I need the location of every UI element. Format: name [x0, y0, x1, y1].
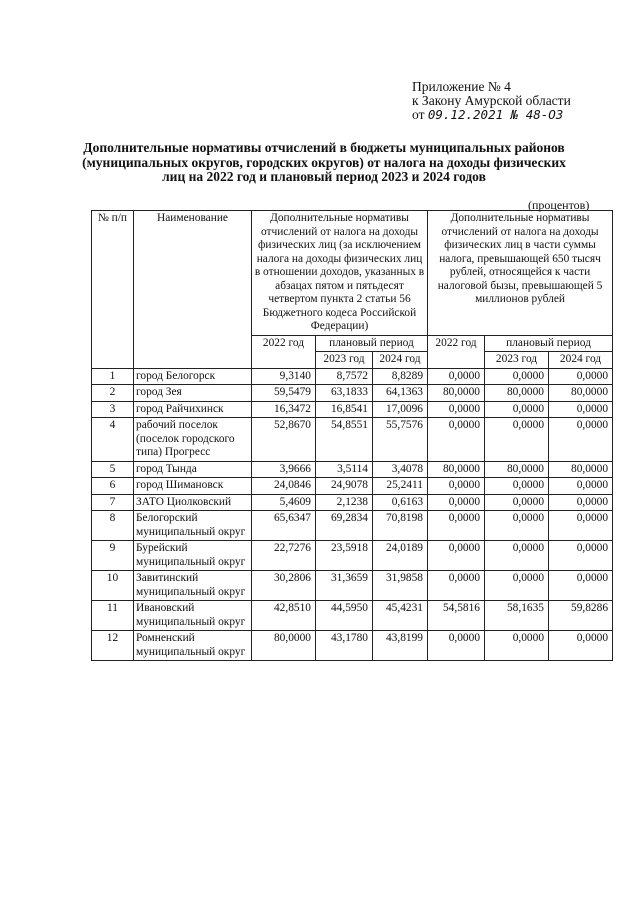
appendix-block [412, 80, 571, 122]
header-group-2: Дополнительные нормативы отчислений от налога на доходы физических лиц в части суммы налога, превышающей 650 тысяч рублей, относящейся к части налоговой бызы, превышающей 5 миллионов рублей [428, 211, 613, 336]
norm-value-cell: 0,0000 [428, 368, 485, 385]
norm-value-cell: 42,8510 [252, 601, 316, 631]
document-title: Дополнительные нормативы отчислений в бюджеты муниципальных районов (муниципальных округов, городских округов) от налога на доходы физических лиц на 2022 год и плановый период 2023 и 2024 годов [82, 140, 566, 184]
norm-value-cell: 52,8670 [252, 418, 316, 462]
municipality-name: рабочий поселок (поселок городского типа) Прогресс [134, 418, 252, 462]
norm-value-cell: 80,0000 [428, 461, 485, 478]
norm-value-cell: 0,0000 [549, 494, 613, 511]
table-row [92, 385, 613, 402]
norm-value-cell: 0,0000 [428, 494, 485, 511]
municipality-name: ЗАТО Циолковский [134, 494, 252, 511]
table-row [92, 494, 613, 511]
norm-value-cell: 55,7576 [373, 418, 428, 462]
municipality-name: город Шимановск [134, 478, 252, 495]
norm-value-cell: 0,0000 [485, 631, 549, 661]
municipality-name: город Белогорск [134, 368, 252, 385]
norm-value-cell: 80,0000 [252, 631, 316, 661]
appendix-date-prefix: от [412, 107, 425, 122]
norm-value-cell: 3,9666 [252, 461, 316, 478]
norm-value-cell: 30,2806 [252, 571, 316, 601]
table-row [92, 478, 613, 495]
header-num: № п/п [92, 211, 134, 369]
norm-value-cell: 3,5114 [316, 461, 373, 478]
norm-value-cell: 0,0000 [549, 631, 613, 661]
header-group-1: Дополнительные нормативы отчислений от налога на доходы физических лиц (за исключением налога на доходы физических лиц в отношении доходов, указанных в абзацах пятом и пятьдесят четвертом пункта 2 статьи 56 Бюджетного кодеса Российской Федерации) [252, 211, 428, 336]
norm-value-cell: 45,4231 [373, 601, 428, 631]
norm-value-cell: 0,0000 [549, 368, 613, 385]
norm-value-cell: 31,9858 [373, 571, 428, 601]
norm-value-cell: 80,0000 [428, 385, 485, 402]
norms-table [91, 210, 613, 661]
table-row [92, 461, 613, 478]
municipality-name: Бурейский муниципальный округ [134, 541, 252, 571]
norm-value-cell: 24,0846 [252, 478, 316, 495]
row-number: 7 [92, 494, 134, 511]
header-plan-a: плановый период [316, 335, 428, 352]
norm-value-cell: 65,6347 [252, 511, 316, 541]
table-row [92, 631, 613, 661]
row-number: 1 [92, 368, 134, 385]
norm-value-cell: 5,4609 [252, 494, 316, 511]
norm-value-cell: 0,0000 [485, 541, 549, 571]
row-number: 2 [92, 385, 134, 402]
handwritten-date-number: 09.12.2021 № 48-ОЗ [427, 107, 564, 122]
norm-value-cell: 0,0000 [549, 478, 613, 495]
norm-value-cell: 0,0000 [549, 511, 613, 541]
municipality-name: Завитинский муниципальный округ [134, 571, 252, 601]
row-number: 6 [92, 478, 134, 495]
norm-value-cell: 69,2834 [316, 511, 373, 541]
norm-value-cell: 8,7572 [316, 368, 373, 385]
norm-value-cell: 64,1363 [373, 385, 428, 402]
norm-value-cell: 80,0000 [549, 461, 613, 478]
municipality-name: город Зея [134, 385, 252, 402]
table-row [92, 368, 613, 385]
norm-value-cell: 59,8286 [549, 601, 613, 631]
norm-value-cell: 59,5479 [252, 385, 316, 402]
norm-value-cell: 0,0000 [428, 511, 485, 541]
header-2023-b: 2023 год [485, 352, 549, 369]
norm-value-cell: 0,0000 [549, 571, 613, 601]
norm-value-cell: 0,0000 [428, 401, 485, 418]
norm-value-cell: 0,0000 [485, 368, 549, 385]
header-2023-a: 2023 год [316, 352, 373, 369]
appendix-line-1: Приложение № 4 [412, 79, 511, 94]
appendix-line-3 [412, 108, 571, 122]
row-number: 4 [92, 418, 134, 462]
row-number: 8 [92, 511, 134, 541]
municipality-name: Белогорский муниципальный округ [134, 511, 252, 541]
norm-value-cell: 54,5816 [428, 601, 485, 631]
header-2024-b: 2024 год [549, 352, 613, 369]
norm-value-cell: 0,0000 [428, 571, 485, 601]
norm-value-cell: 16,8541 [316, 401, 373, 418]
header-2022-b: 2022 год [428, 335, 485, 368]
norm-value-cell: 80,0000 [549, 385, 613, 402]
norm-value-cell: 24,9078 [316, 478, 373, 495]
norm-value-cell: 0,0000 [428, 541, 485, 571]
norm-value-cell: 0,0000 [549, 401, 613, 418]
norm-value-cell: 43,1780 [316, 631, 373, 661]
norm-value-cell: 80,0000 [485, 385, 549, 402]
municipality-name: город Райчихинск [134, 401, 252, 418]
municipality-name: Ивановский муниципальный округ [134, 601, 252, 631]
norm-value-cell: 25,2411 [373, 478, 428, 495]
norm-value-cell: 43,8199 [373, 631, 428, 661]
norm-value-cell: 58,1635 [485, 601, 549, 631]
norm-value-cell: 54,8551 [316, 418, 373, 462]
row-number: 5 [92, 461, 134, 478]
table-row [92, 571, 613, 601]
norm-value-cell: 0,0000 [485, 418, 549, 462]
table-row [92, 418, 613, 462]
norm-value-cell: 0,0000 [485, 494, 549, 511]
norm-value-cell: 70,8198 [373, 511, 428, 541]
municipality-name: город Тында [134, 461, 252, 478]
header-2022-a: 2022 год [252, 335, 316, 368]
norm-value-cell: 24,0189 [373, 541, 428, 571]
row-number: 11 [92, 601, 134, 631]
norm-value-cell: 0,0000 [549, 541, 613, 571]
norm-value-cell: 0,0000 [428, 478, 485, 495]
header-plan-b: плановый период [485, 335, 613, 352]
norm-value-cell: 8,8289 [373, 368, 428, 385]
norm-value-cell: 0,0000 [485, 511, 549, 541]
table-row [92, 401, 613, 418]
norm-value-cell: 22,7276 [252, 541, 316, 571]
norm-value-cell: 63,1833 [316, 385, 373, 402]
municipality-name: Ромненский муниципальный округ [134, 631, 252, 661]
header-2024-a: 2024 год [373, 352, 428, 369]
norm-value-cell: 0,0000 [485, 478, 549, 495]
appendix-line-2: к Закону Амурской области [412, 93, 571, 108]
header-name: Наименование [134, 211, 252, 369]
norm-value-cell: 0,0000 [428, 418, 485, 462]
norm-value-cell: 80,0000 [485, 461, 549, 478]
table-row [92, 511, 613, 541]
norm-value-cell: 0,0000 [428, 631, 485, 661]
header-row-1 [92, 211, 613, 336]
table-row [92, 601, 613, 631]
row-number: 12 [92, 631, 134, 661]
norm-value-cell: 3,4078 [373, 461, 428, 478]
norm-value-cell: 0,0000 [549, 418, 613, 462]
row-number: 3 [92, 401, 134, 418]
table-row [92, 541, 613, 571]
norm-value-cell: 0,0000 [485, 401, 549, 418]
norm-value-cell: 16,3472 [252, 401, 316, 418]
norm-value-cell: 17,0096 [373, 401, 428, 418]
row-number: 9 [92, 541, 134, 571]
norm-value-cell: 0,0000 [485, 571, 549, 601]
norm-value-cell: 9,3140 [252, 368, 316, 385]
units-label: (процентов) [528, 198, 590, 212]
norm-value-cell: 0,6163 [373, 494, 428, 511]
norm-value-cell: 2,1238 [316, 494, 373, 511]
row-number: 10 [92, 571, 134, 601]
norm-value-cell: 23,5918 [316, 541, 373, 571]
norm-value-cell: 44,5950 [316, 601, 373, 631]
norm-value-cell: 31,3659 [316, 571, 373, 601]
